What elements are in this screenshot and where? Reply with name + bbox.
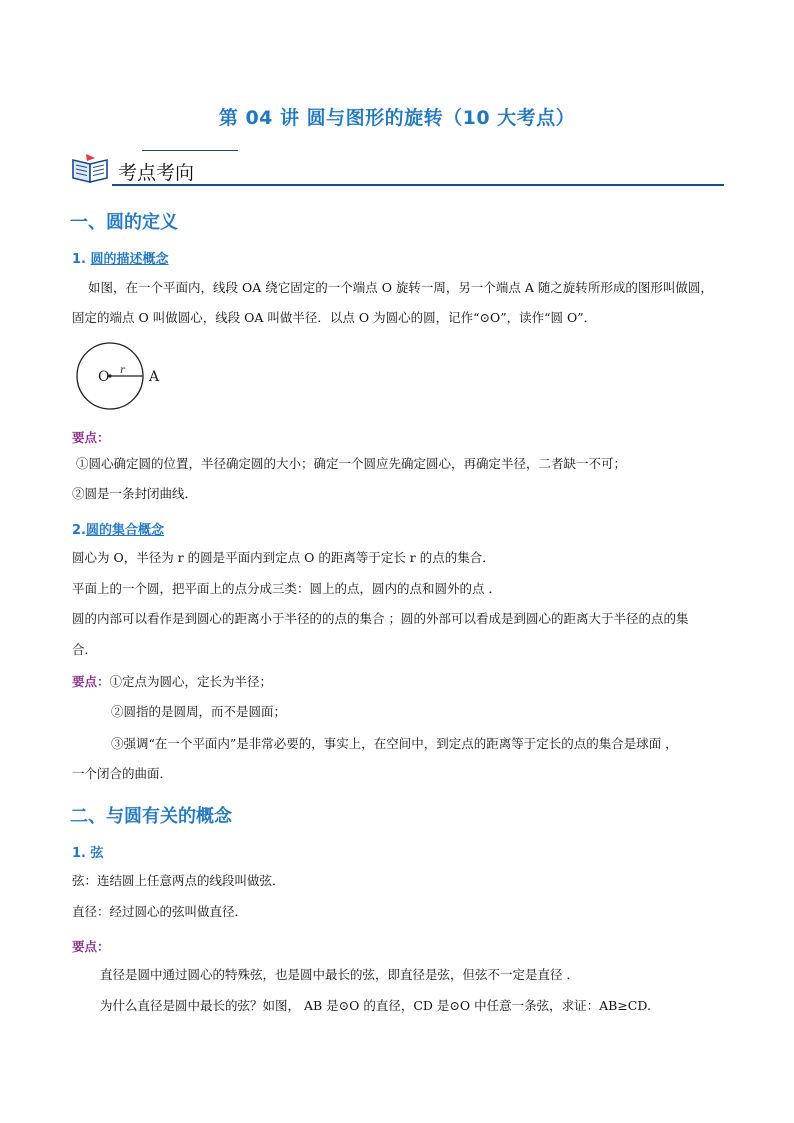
key-point-text: ①定点为圆心，定长为半径； <box>109 674 273 689</box>
key-points-label: 要点： <box>72 939 110 954</box>
circle-figure <box>70 340 170 412</box>
subsection-heading <box>72 519 164 538</box>
paragraph-line: 固定的端点 O 叫做圆心，线段 OA 叫做半径．以点 O 为圆心的圆，记作“⊙O”，读作“圆 O”． <box>72 310 597 325</box>
key-point-line: 直径是圆中通过圆心的特殊弦，也是圆中最长的弦，即直径是弦，但弦不一定是直径 ． <box>100 967 579 982</box>
key-point-line <box>72 676 272 689</box>
subsection-title: 弦 <box>90 846 104 861</box>
key-point-line: 一个闭合的曲面． <box>72 766 173 781</box>
section-banner <box>70 146 724 190</box>
subsection-title: 圆的描述概念 <box>90 252 169 267</box>
banner-label: 考点考向 <box>118 162 195 184</box>
banner-top-rule <box>142 150 238 151</box>
paragraph-line: 圆的内部可以看作是到圆心的距离小于半径的的点的集合 ；圆的外部可以看成是到圆心的距离大于半径的点的集 <box>72 611 689 626</box>
key-points-label: 要点： <box>72 430 110 445</box>
radius-label: r <box>120 365 125 376</box>
banner-rule <box>112 184 724 186</box>
book-icon <box>70 152 112 184</box>
subsection-title: 圆的集合概念 <box>85 523 164 538</box>
key-point-line: ①圆心确定圆的位置，半径确定圆的大小；确定一个圆应先确定圆心，再确定半径，二者缺一不可； <box>76 456 627 471</box>
paragraph-line: 圆心为 O，半径为 r 的圆是平面内到定点 O 的距离等于定长 r 的点的集合． <box>72 550 495 565</box>
section-heading-2: 二、与圆有关的概念 <box>70 806 232 827</box>
subsection-heading <box>72 842 104 861</box>
point-label: A <box>149 369 160 385</box>
center-label: O <box>98 369 110 385</box>
key-point-line: 为什么直径是圆中最长的弦？如图， AB 是⊙O 的直径，CD 是⊙O 中任意一条弦，求证：AB≥CD. <box>100 998 651 1013</box>
paragraph-line: 合． <box>72 642 98 657</box>
paragraph-line: 弦：连结圆上任意两点的线段叫做弦． <box>72 873 285 888</box>
subsection-heading <box>72 248 169 267</box>
paragraph-line: 直径：经过圆心的弦叫做直径． <box>72 904 248 919</box>
paragraph-line: 平面上的一个圆，把平面上的点分成三类：圆上的点，圆内的点和圆外的点 ． <box>72 581 501 596</box>
subsection-number: 1. <box>72 252 86 267</box>
subsection-number: 1. <box>72 846 86 861</box>
key-points-label: 要点： <box>72 674 110 689</box>
key-point-line: ②圆是一条封闭曲线． <box>72 486 198 501</box>
key-point-line: ②圆指的是圆周，而不是圆面； <box>111 704 287 719</box>
paragraph-line: 如图，在一个平面内，线段 OA 绕它固定的一个端点 O 旋转一周，另一个端点 A 随之旋转所形成的图形叫做圆， <box>88 280 713 295</box>
key-point-line: ③强调“在一个平面内”是非常必要的，事实上，在空间中，到定点的距离等于定长的点的集合是球面 ， <box>111 736 678 751</box>
subsection-number: 2. <box>72 523 86 538</box>
section-heading-1: 一、圆的定义 <box>70 212 178 233</box>
page-title: 第 04 讲 圆与图形的旋转（10 大考点） <box>218 107 576 129</box>
